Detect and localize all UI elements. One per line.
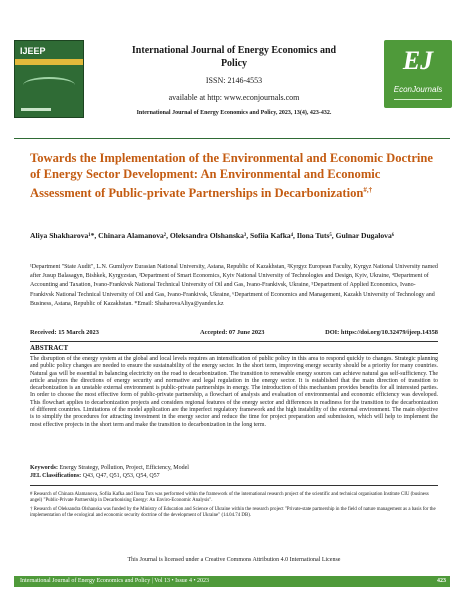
footnote-rule: [30, 485, 438, 486]
page-number: 423: [437, 578, 446, 584]
article-authors: Aliya Shakharova¹*, Chinara Alamanova², Oleksandra Olshanska³, Sofiia Kafka⁴, Ilona Tuts⁵, Gulnar Dugalova⁶: [30, 231, 395, 240]
title-footnote-marks: #,†: [363, 186, 373, 194]
econjournals-logo-name: EconJournals: [393, 85, 443, 94]
abstract-heading: ABSTRACT: [30, 344, 69, 352]
received-date: Received: 15 March 2023: [30, 329, 99, 336]
footer-journal-info: International Journal of Energy Economics and Policy | Vol 13 • Issue 4 • 2023: [20, 578, 210, 584]
header-divider: [14, 138, 450, 139]
journal-citation: International Journal of Energy Economics and Policy, 2023, 13(4), 423-432.: [136, 110, 332, 116]
keywords-line: Keywords: Energy Strategy, Pollution, Project, Efficiency, Model: [30, 465, 189, 471]
author-affiliations: [30, 263, 438, 309]
abstract-text: The disruption of the energy system at the global and local levels requires an intensification of public policy in this area to respond quickly to changes. Strategic planning and public policy changes are needed to ensure the sustainability of the energy sector. In the short term, improving energy security should be a priority for many countries. Natural gas will be essential in balancing electricity on the road to decarbonization. The transition to renewable energy sources can achieve natural gas self-sufficiency. The article analyzes the directions of energy security and normative and legal regulation in the energy sector. It is established that the main direction of transition to decarbonization is an unstable external environment is public-private partnerships in energy. The introduction of this mechanism provides benefits for all interested parties. In order to choose the most effective form of public-private partnership, a flowchart of analysis and evaluation of environmental and economic efficiency was developed. This flowchart applies to decarbonization projects and considers regional features of the energy sector and differences in readiness for the transition to the decarbonization of different countries. Limitations of the model application are the imperfect regulatory framework and the high instability of the external environment. The main objective is to simplify the procedures for attracting investment in the energy sector and reduce the time for project preparation and submission, which will help to implement the most effective projects in the short term and make the transition to decarbonization in the long term.: [30, 356, 438, 428]
econjournals-logo-rule: [394, 99, 442, 100]
footnotes: [30, 492, 438, 522]
journal-name: International Journal of Energy Economics and Policy: [131, 45, 337, 69]
affiliation-text: ¹Department "State Audit", L.N. Gumilyov Eurasian National University, Astana, Republic of Kazakhstan, ²Kyrgyz European Faculty, Kyrgyz National University named after Jusup Balasagyn, Bishkek, Kyrgyzstan, ³Department of Smart Economics, Kyiv National University of Technologies and Design, Kyiv, Ukraine, ⁴Department of Accounting and Taxation, Ivano-Frankivsk National Technical University of Oil and Gas, Ivano-Frankivsk, Ukraine, ⁵Department of Applied Economics, Ivano-Frankivsk National Technical University of Oil and Gas, Ivano-Frankivsk, Ukraine, ⁶Department of Economics and Management, Kazakh University of Technology and Business, Astana, Republic of Kazakhstan. *Email: ShaharovaAliya@yandex.kz: [30, 264, 438, 307]
article-dates: [30, 329, 438, 339]
journal-cover-image: [14, 40, 84, 118]
econjournals-logo: [384, 40, 452, 108]
article-title: Towards the Implementation of the Environmental and Economic Doctrine of Energy Sector Development: An Environmental and Economic Assessment of Public-private Partnerships in Decarbonization#,†: [30, 151, 433, 201]
journal-website[interactable]: available at http: www.econjournals.com: [168, 93, 300, 102]
doi-link[interactable]: DOI: https://doi.org/10.32479/ijeep.14358: [325, 329, 438, 336]
license-notice[interactable]: This Journal is licensed under a Creative Commons Attribution 4.0 International License: [127, 557, 341, 563]
jel-line: JEL Classifications: Q43, Q47, Q51, Q53, Q54, Q57: [30, 473, 160, 479]
journal-masthead: [96, 44, 372, 116]
econjournals-logo-mark: EJ: [402, 46, 434, 75]
abstract-heading-rule: [30, 353, 438, 354]
cover-wave: [23, 77, 75, 93]
cover-band: [15, 59, 83, 65]
cover-footer-mark: [21, 108, 51, 111]
footnote-1: # Research of Chinara Alamanova, Sofiia Kafka and Ilona Tuts was performed within the framework of the international research project of the scientific and technical organisation Institute CIU (business angel) "Public-Private Partnership in Decarbonising Energy: An Enviro-Economic Analysis".: [30, 492, 429, 504]
cover-title: IJEEP: [20, 46, 46, 56]
page-footer-bar: [14, 576, 450, 587]
abstract-top-rule: [30, 341, 438, 342]
accepted-date: Accepted: 07 June 2023: [200, 329, 265, 336]
footnote-2: † Research of Oleksandra Olshanska was funded by the Ministry of Education and Science of Ukraine within the research project "Private-state partnership in the field of nature management as a basis for the implementation of the ecological and economic security doctrine of the development of Ukraine" (14.04.74 DB).: [30, 506, 436, 519]
keywords-block: [30, 464, 438, 480]
journal-issn: ISSN: 2146-4553: [205, 76, 263, 85]
